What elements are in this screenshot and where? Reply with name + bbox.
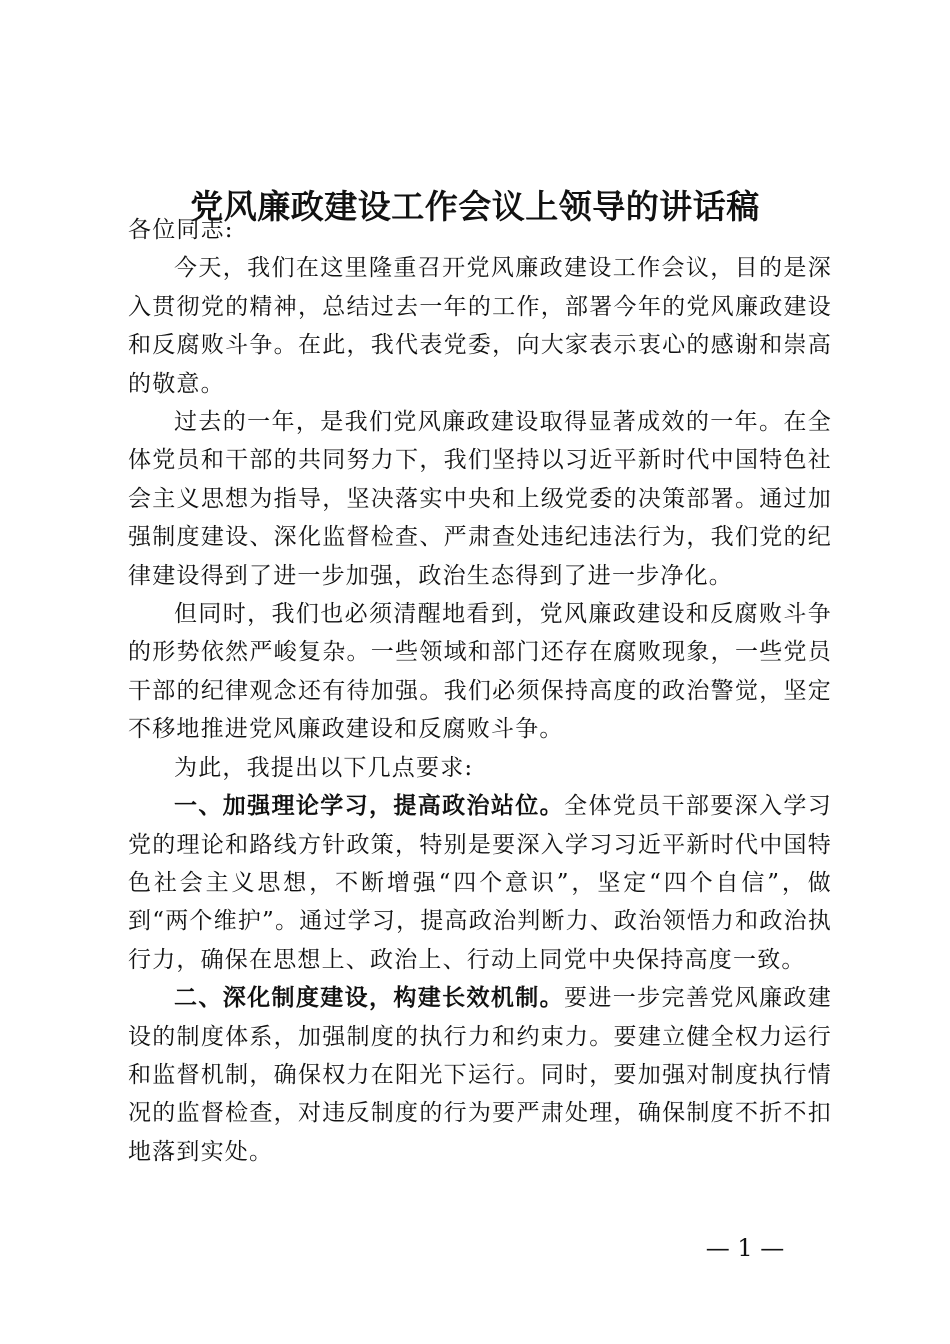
paragraph-opening: 今天，我们在这里隆重召开党风廉政建设工作会议，目的是深入贯彻党的精神，总结过去一年的工作，部署今年的党风廉政建设和反腐败斗争。在此，我代表党委，向大家表示衷心的感谢和崇高的敬意。 <box>128 255 832 397</box>
paragraph-situation: 但同时，我们也必须清醒地看到，党风廉政建设和反腐败斗争的形势依然严峻复杂。一些领域和部门还存在腐败现象，一些党员干部的纪律观念还有待加强。我们必须保持高度的政治警觉，坚定不移地推进党风廉政建设和反腐败斗争。 <box>128 601 832 743</box>
page-number: — 1 — <box>705 1234 785 1262</box>
salutation: 各位同志: <box>128 217 234 243</box>
paragraph-requirements-intro: 为此，我提出以下几点要求: <box>174 754 474 781</box>
paragraph-review: 过去的一年，是我们党风廉政建设取得显著成效的一年。在全体党员和干部的共同努力下，我们坚持以习近平新时代中国特色社会主义思想为指导，坚决落实中央和上级党委的决策部署。通过加强制度建设、深化监督检查、严肃查处违纪违法行为，我们党的纪律建设得到了进一步加强，政治生态得到了进一步净化。 <box>128 409 832 589</box>
requirement-text-2: 要进一步完善党风廉政建设的制度体系，加强制度的执行力和约束力。要建立健全权力运行和监督机制，确保权力在阳光下运行。同时，要加强对制度执行情况的监督检查，对违反制度的行为要严肃处理，确保制度不折不扣地落到实处。 <box>128 985 832 1165</box>
document-body <box>128 211 832 1171</box>
document-title: 党风廉政建设工作会议上领导的讲话稿 <box>190 187 760 226</box>
requirement-heading-1: 一、加强理论学习，提高政治站位。 <box>174 792 565 820</box>
requirement-heading-2: 二、深化制度建设，构建长效机制。 <box>174 984 565 1012</box>
requirement-item-1 <box>128 787 832 979</box>
requirement-text-1: 全体党员干部要深入学习党的理论和路线方针政策，特别是要深入学习习近平新时代中国特色社会主义思想，不断增强“四个意识”，坚定“四个自信”，做到“两个维护”。通过学习，提高政治判断力、政治领悟力和政治执行力，确保在思想上、政治上、行动上同党中央保持高度一致。 <box>128 793 832 973</box>
requirement-item-2 <box>128 979 832 1171</box>
